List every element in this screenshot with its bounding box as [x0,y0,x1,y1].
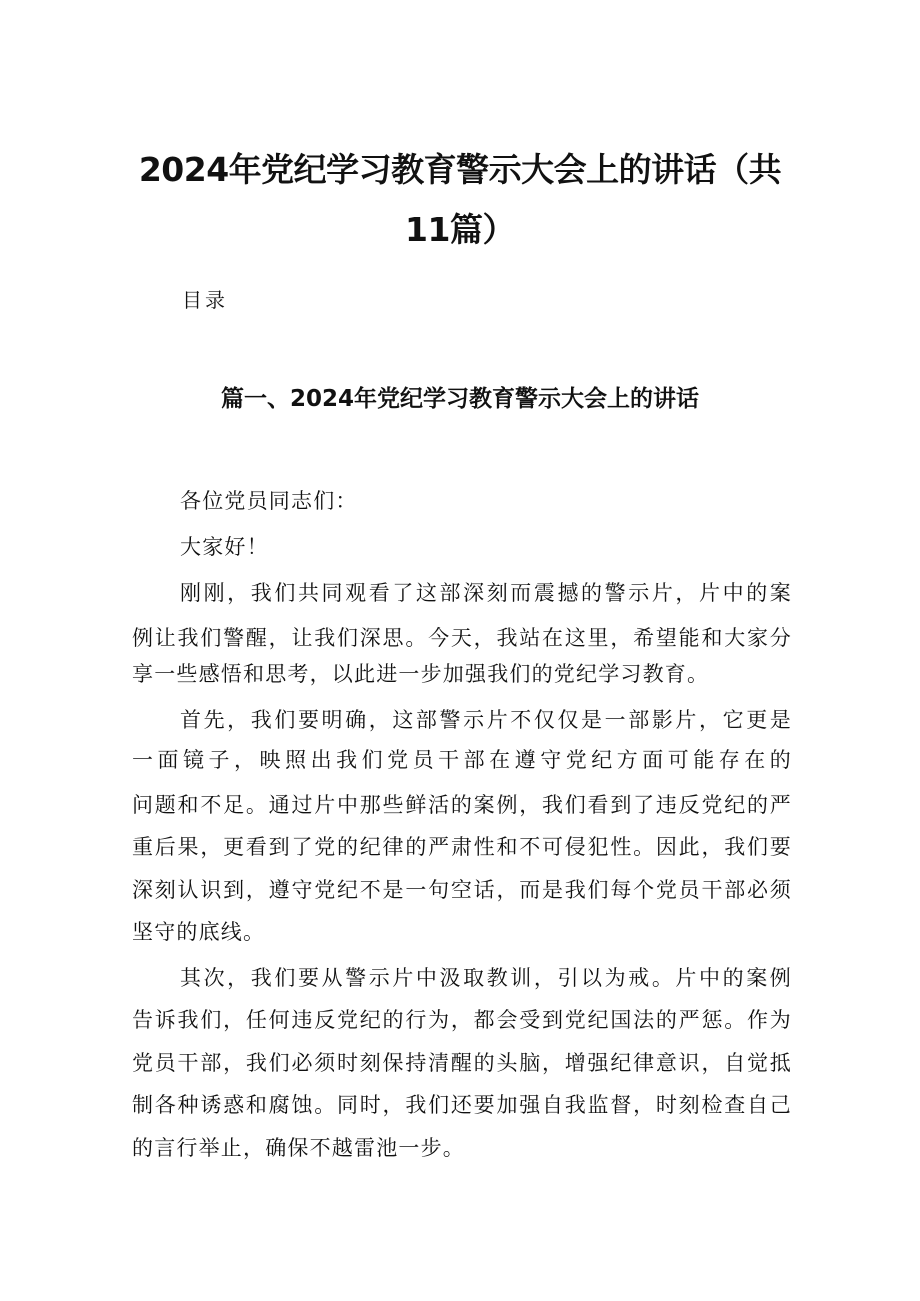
paragraph-line: 问题和不足。通过片中那些鲜活的案例，我们看到了违反党纪的严 [132,793,792,817]
table-of-contents-label: 目录 [182,288,228,312]
paragraph-line: 一面镜子，映照出我们党员干部在遵守党纪方面可能存在的 [132,748,792,772]
salutation: 各位党员同志们： [180,489,358,513]
section-heading: 篇一、2024年党纪学习教育警示大会上的讲话 [220,386,699,412]
greeting: 大家好！ [180,535,269,559]
paragraph-line: 享一些感悟和思考，以此进一步加强我们的党纪学习教育。 [132,662,710,686]
paragraph-line: 的言行举止，确保不越雷池一步。 [132,1136,465,1160]
paragraph-line: 首先，我们要明确，这部警示片不仅仅是一部影片，它更是 [180,708,792,732]
paragraph-line: 告诉我们，任何违反党纪的行为，都会受到党纪国法的严惩。作为 [132,1008,792,1032]
paragraph-line: 深刻认识到，遵守党纪不是一句空话，而是我们每个党员干部必须 [132,878,792,902]
document-title-line-2: 11篇） [405,210,515,249]
paragraph-line: 重后果，更看到了党的纪律的严肃性和不可侵犯性。因此，我们要 [132,835,792,859]
paragraph-line: 其次，我们要从警示片中汲取教训，引以为戒。片中的案例 [180,966,792,990]
paragraph-line: 党员干部，我们必须时刻保持清醒的头脑，增强纪律意识，自觉抵 [132,1051,792,1075]
paragraph-line: 坚守的底线。 [132,920,266,944]
paragraph-line: 例让我们警醒，让我们深思。今天，我站在这里，希望能和大家分 [132,626,792,650]
document-title-line-1: 2024年党纪学习教育警示大会上的讲话（共 [138,150,782,189]
paragraph-line: 制各种诱惑和腐蚀。同时，我们还要加强自我监督，时刻检查自己 [132,1093,792,1117]
paragraph-line: 刚刚，我们共同观看了这部深刻而震撼的警示片，片中的案 [180,581,792,605]
